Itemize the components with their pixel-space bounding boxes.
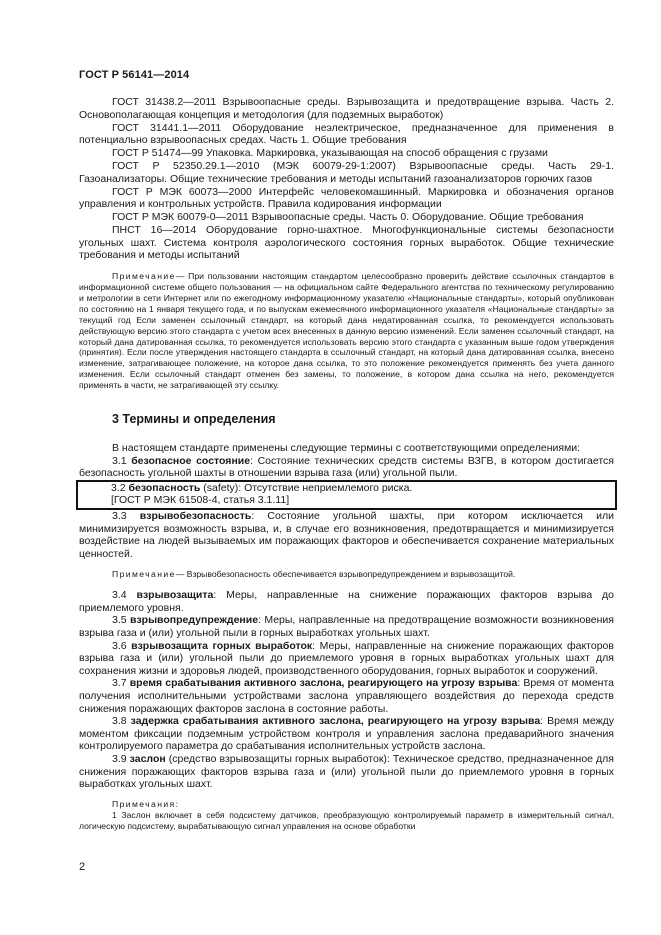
- reference-item: ГОСТ 31438.2—2011 Взрывоопасные среды. Взрывозащита и предотвращение взрыва. Часть 2. Основополагающая концепция и методология (для подземных выработок): [79, 96, 614, 121]
- term-3-2-box: [76, 480, 617, 510]
- reference-item: ГОСТ Р МЭК 60073—2000 Интерфейс человекомашинный. Маркировка и обозначения органов управления и контрольных устройств. Правила кодирования информации: [79, 185, 614, 211]
- notes-label: [79, 799, 614, 810]
- term-name: взрывозащита горных выработок: [131, 639, 313, 652]
- term-name: безопасное состояние: [131, 454, 251, 467]
- page-number: 2: [79, 861, 86, 873]
- term-definition: (средство взрывозащиты горных выработок): Техническое средство, предназначенное для снижения поражающих факторов взрыва газа и (или) угольной пыли до приемлемого уровня в горных выработках угольных шахт.: [79, 753, 614, 791]
- note-label: Примечание: [112, 569, 176, 580]
- reference-item: ГОСТ Р 52350.29.1—2010 (МЭК 60079-29-1:2007) Взрывоопасные среды. Часть 29-1. Газоанализаторы. Общие технические требования и методы испытаний газоанализаторов горючих газов: [79, 160, 614, 185]
- term-note: [79, 569, 614, 580]
- references-note: [79, 271, 614, 391]
- term-3-3: [79, 510, 614, 560]
- term-3-2: [80, 482, 613, 495]
- note-item: 1 Заслон включает в себя подсистему датчиков, преобразующую контролируемый параметр в измерительный сигнал, логическую подсистему, вырабатывающую сигнал управления на основе обработки: [79, 809, 614, 831]
- term-number: 3.1: [112, 454, 127, 467]
- reference-item: ГОСТ Р 51474—99 Упаковка. Маркировка, указывающая на способ обращения с грузами: [112, 147, 548, 160]
- term-name: время срабатывания активного заслона, реагирующего на угрозу взрыва: [129, 677, 518, 690]
- term-3-5: [79, 614, 614, 639]
- section-title: 3 Термины и определения: [112, 412, 276, 427]
- term-3-8: [79, 715, 614, 753]
- term-3-6: [79, 640, 614, 678]
- term-3-1: [79, 455, 614, 480]
- term-definition: : Меры, направленные на предотвращение возможности возникновения взрыва газа и (или) угольной пыли в горных выработках угольных шахт.: [79, 614, 614, 640]
- note-label: Примечание: [112, 271, 176, 282]
- term-name: взрывозащита: [136, 589, 214, 602]
- term-number: 3.4: [112, 589, 127, 602]
- note-text: — Взрывобезопасность обеспечивается взрывопредупреждением и взрывозащитой.: [175, 569, 516, 580]
- term-number: 3.3: [112, 510, 127, 522]
- term-number: 3.7: [112, 677, 127, 690]
- term-name: взрывобезопасность: [139, 510, 252, 522]
- term-3-7: [79, 677, 614, 715]
- normative-references: [79, 96, 614, 262]
- note-text: — При пользовании настоящим стандартом целесообразно проверить действие ссылочных стандартов в информационной системе общего пользования — на официальном сайте Федерального агентства по техническому регулированию и метрологии в сети Интернет или по ежегодному информационному указателю «Национальные стандарты», который опубликован по состоянию на 1 января текущего года, и по выпускам ежемесячного информационного указателя «Национальные стандарты» за текущий год Если заменен ссылочный стандарт, на который дана недатированная ссылка, то рекомендуется использовать действующую версию этого стандарта с учетом всех внесенных в данную версию изменений. Если заменен ссылочный стандарт, на который дана датированная ссылка, то рекомендуется использовать версию этого стандарта с указанным выше годом утверждения (принятия). Если после утверждения настоящего стандарта в ссылочный стандарт, на который дана датированная ссылка, внесено изменение, затрагивающее положение, на которое дана ссылка, то это положение рекомендуется применять без учета данного изменения. Если ссылочный стандарт отменен без замены, то положение, в котором дана ссылка на него, рекомендуется применять в части, не затрагивающей эту ссылку.: [79, 271, 614, 391]
- term-number: 3.9: [112, 753, 127, 765]
- term-name: безопасность: [128, 481, 201, 494]
- document-header: ГОСТ Р 56141—2014: [79, 69, 190, 81]
- term-name: заслон: [129, 753, 166, 765]
- term-definition: : Состояние угольной шахты, при котором исключается или минимизируется возможность взрыва, и, в случае его возникновения, предотвращается и минимизируется воздействие на людей вызываемых им поражающих факторов и обеспечивается сохранение материальных ценностей.: [79, 510, 615, 560]
- term-name: взрывопредупреждение: [129, 614, 259, 627]
- term-number: 3.6: [112, 639, 127, 652]
- reference-item: ГОСТ 31441.1—2011 Оборудование неэлектрическое, предназначенное для применения в потенциально взрывоопасных средах. Часть 1. Общие требования: [79, 121, 614, 147]
- term-number: 3.2: [111, 481, 126, 494]
- term-definition: : Время от момента получения исполнительными устройствами заслона управляющего воздействия до перехода средств снижения поражающих факторов заслона в состояние работы.: [79, 677, 614, 715]
- note-label: Примечания:: [112, 798, 180, 809]
- page-content: [79, 96, 614, 832]
- term-definition: : Время между моментом фиксации подземным устройством контроля и управления заслона предаварийного значения контролируемого параметра до срабатывания исполнительных устройств заслона.: [79, 715, 614, 753]
- reference-item: ПНСТ 16—2014 Оборудование горно-шахтное. Многофункциональные системы безопасности угольных шахт. Система контроля аэрологического состояния горных выработок. Общие технические требования и методы испытаний: [79, 224, 614, 262]
- term-name: задержка срабатывания активного заслона, реагирующего на угрозу взрыва: [130, 715, 541, 728]
- term-definition: (safety): Отсутствие неприемлемого риска.: [200, 481, 413, 494]
- term-3-4: [79, 589, 614, 614]
- section-intro: В настоящем стандарте применены следующие термины с соответствующими определениями:: [112, 442, 581, 455]
- term-3-9: [79, 753, 614, 791]
- term-source: [ГОСТ Р МЭК 61508-4, статья 3.1.11]: [111, 494, 290, 507]
- reference-item: ГОСТ Р МЭК 60079-0—2011 Взрывоопасные среды. Часть 0. Оборудование. Общие требования: [112, 211, 584, 224]
- term-number: 3.5: [112, 614, 127, 627]
- term-number: 3.8: [112, 715, 127, 728]
- term-definition: : Меры, направленные на снижение поражающих факторов взрыва до приемлемого уровня.: [79, 589, 615, 614]
- term-definition: : Состояние технических средств системы ВЗГВ, в котором достигается безопасность угольной шахты в отношении взрыва газа (или) угольной пыли.: [79, 454, 614, 480]
- term-definition: : Меры, направленные на снижение поражающих факторов взрыва газа и (или) угольной пыли до приемлемого уровня в горных выработках угольных шахт для сохранения жизни и здоровья людей, производственного оборудования, горных выработок и сооружений.: [79, 639, 614, 677]
